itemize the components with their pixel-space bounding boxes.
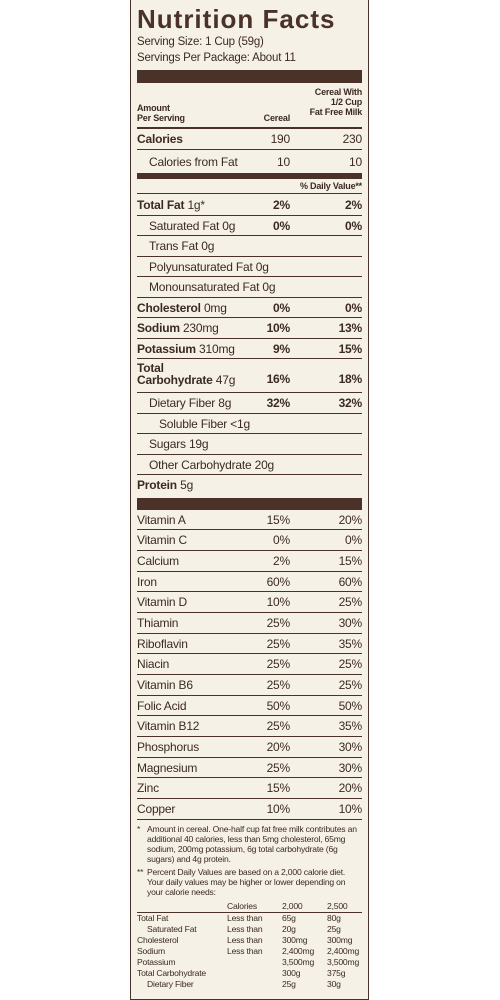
vitamin-milk-value: 30% — [338, 615, 362, 630]
vitamin-row — [137, 634, 362, 655]
vitamin-label: Thiamin — [137, 615, 179, 630]
vitamin-cereal-value: 2% — [273, 553, 290, 568]
vitamin-label: Iron — [137, 574, 157, 589]
daily-value-header: % Daily Value** — [137, 179, 362, 194]
vitamin-row — [137, 530, 362, 551]
vitamin-row — [137, 551, 362, 572]
dv-table-cell: 300mg — [327, 934, 353, 945]
vitamin-milk-value: 35% — [338, 636, 362, 651]
footnotes — [137, 824, 362, 990]
vitamin-row — [137, 758, 362, 779]
vitamin-milk-value: 20% — [338, 781, 362, 796]
vitamin-milk-value: 15% — [338, 553, 362, 568]
sodium-row: Sodium 230mg 10% 13% — [137, 318, 362, 339]
vitamin-cereal-value: 0% — [273, 533, 290, 548]
cholesterol-row: Cholesterol 0mg 0% 0% — [137, 298, 362, 319]
vitamin-cereal-value: 50% — [266, 698, 290, 713]
vitamin-row — [137, 510, 362, 531]
vitamin-label: Magnesium — [137, 760, 198, 775]
vitamin-cereal-value: 60% — [266, 574, 290, 589]
dv-table-cell: Saturated Fat — [147, 923, 197, 934]
dv-table-cell: Less than — [227, 945, 263, 956]
vitamin-cereal-value: 25% — [266, 678, 290, 692]
dv-table-cell: 3,500mg — [327, 956, 360, 967]
vitamin-label: Vitamin A — [137, 512, 186, 527]
dv-table-cell: Sodium — [137, 945, 165, 956]
dv-table-header: Calories 2,000 2,500 — [137, 901, 362, 913]
dv-table-cell: Less than — [227, 934, 263, 945]
vitamin-label: Phosphorus — [137, 740, 200, 755]
vitamin-row — [137, 737, 362, 758]
dv-table-cell: 65g — [282, 912, 296, 923]
vitamin-row — [137, 696, 362, 717]
dv-table-row — [137, 968, 362, 979]
vitamin-milk-value: 25% — [338, 678, 362, 692]
dv-table-cell: 80g — [327, 912, 341, 923]
saturated-fat-row: Saturated Fat 0g 0% 0% — [137, 216, 362, 237]
vitamin-milk-value: 20% — [338, 512, 362, 527]
sugars-row: Sugars 19g — [137, 434, 362, 455]
vitamin-milk-value: 60% — [338, 574, 362, 589]
servings-per-package: Servings Per Package: About 11 — [137, 52, 296, 64]
vitamin-row — [137, 572, 362, 593]
dv-table-cell: 20g — [282, 923, 296, 934]
vitamin-milk-value: 10% — [338, 802, 362, 817]
soluble-fiber-row: Soluble Fiber <1g — [137, 414, 362, 435]
dv-table-row — [137, 912, 362, 924]
vitamin-label: Niacin — [137, 657, 170, 672]
daily-value-table — [137, 901, 362, 990]
serving-size: Serving Size: 1 Cup (59g) — [137, 36, 264, 48]
dv-table-cell: 25g — [327, 923, 341, 934]
vitamin-label: Vitamin B12 — [137, 719, 200, 734]
dv-table-cell — [227, 957, 282, 968]
vitamin-milk-value: 25% — [338, 657, 362, 672]
vitamin-cereal-value: 25% — [266, 760, 290, 775]
dv-table-row — [137, 957, 362, 968]
vitamin-row — [137, 613, 362, 634]
footnote-daily-value: ** Percent Daily Values are based on a 2,000 calorie diet. Your daily values may be higher or lower depending on your calorie needs: — [137, 866, 346, 897]
dv-table-cell: Less than — [227, 912, 263, 923]
calories-from-fat-row: Calories from Fat 10 10 — [137, 150, 362, 174]
dv-table-cell: 25g — [282, 978, 296, 989]
vitamin-milk-value: 0% — [345, 533, 362, 548]
nutrition-facts-panel — [130, 0, 369, 1000]
vitamin-cereal-value: 10% — [266, 802, 290, 817]
dv-table-row — [137, 924, 362, 935]
vitamin-cereal-value: 25% — [266, 719, 290, 734]
vitamin-label: Riboflavin — [137, 636, 188, 651]
col-cereal-header: Cereal — [263, 113, 290, 123]
dv-table-cell: 300g — [282, 967, 301, 978]
vitamins-list — [137, 510, 362, 820]
dv-table-cell — [227, 979, 282, 990]
vitamin-milk-value: 30% — [338, 760, 362, 775]
monounsaturated-fat-row: Monounsaturated Fat 0g — [137, 277, 362, 298]
col-with-milk-header: Cereal With 1/2 Cup Fat Free Milk — [309, 87, 362, 117]
vitamin-label: Folic Acid — [137, 698, 187, 713]
vitamin-cereal-value: 25% — [266, 657, 290, 672]
dv-table-cell: Potassium — [137, 956, 176, 967]
dv-table-row — [137, 935, 362, 946]
protein-row: Protein 5g — [137, 478, 194, 492]
calories-row: Calories 190 230 — [137, 129, 362, 150]
dv-table-row — [137, 979, 362, 990]
vitamin-milk-value: 50% — [338, 698, 362, 713]
trans-fat-row: Trans Fat 0g — [137, 236, 362, 257]
dv-table-cell: Cholesterol — [137, 934, 179, 945]
vitamin-row — [137, 799, 362, 820]
vitamin-row — [137, 675, 362, 696]
vitamin-row — [137, 592, 362, 613]
vitamin-row — [137, 654, 362, 675]
dv-table-cell: 375g — [327, 967, 346, 978]
dv-table-cell: Less than — [227, 923, 263, 934]
vitamin-row — [137, 778, 362, 799]
dietary-fiber-row: Dietary Fiber 8g 32% 32% — [137, 393, 362, 414]
vitamin-cereal-value: 10% — [266, 595, 290, 610]
dv-table-cell: Dietary Fiber — [147, 978, 194, 989]
vitamin-milk-value: 25% — [338, 595, 362, 610]
vitamin-label: Vitamin D — [137, 595, 187, 610]
divider-thick — [137, 498, 362, 510]
vitamin-label: Zinc — [137, 781, 159, 796]
dv-table-cell: 2,400mg — [327, 945, 360, 956]
footnote-amount: * Amount in cereal. One-half cup fat free milk contributes an additional 40 calories, less than 5mg cholesterol, 65mg sodium, 200mg potassium, 6g total carbohydrate (6g sugars) and 4g protein. — [137, 823, 357, 864]
vitamin-label: Calcium — [137, 553, 179, 568]
dv-table-cell: Total Fat — [137, 912, 169, 923]
potassium-row: Potassium 310mg 9% 15% — [137, 339, 362, 360]
divider-thick — [137, 70, 362, 83]
vitamin-cereal-value: 25% — [266, 636, 290, 651]
polyunsaturated-fat-row: Polyunsaturated Fat 0g — [137, 257, 362, 278]
vitamin-cereal-value: 15% — [266, 512, 290, 527]
dv-table-cell — [227, 968, 282, 979]
vitamin-cereal-value: 20% — [266, 740, 290, 755]
amount-per-serving-label: Amount Per Serving — [137, 103, 185, 123]
dv-table-cell: 2,400mg — [282, 945, 315, 956]
other-carbohydrate-row: Other Carbohydrate 20g — [137, 455, 362, 476]
total-carbohydrate-row: Total Carbohydrate 47g 16% 18% — [137, 359, 362, 393]
vitamin-cereal-value: 25% — [266, 615, 290, 630]
dv-table-cell: 300mg — [282, 934, 308, 945]
column-header — [137, 83, 362, 127]
vitamin-row — [137, 716, 362, 737]
vitamin-milk-value: 30% — [338, 740, 362, 755]
vitamin-milk-value: 35% — [338, 719, 362, 734]
vitamin-cereal-value: 15% — [266, 781, 290, 796]
panel-title: Nutrition Facts — [137, 4, 336, 34]
vitamin-label: Copper — [137, 802, 176, 817]
dv-table-cell: 3,500mg — [282, 956, 315, 967]
vitamin-label: Vitamin B6 — [137, 678, 193, 692]
dv-table-row — [137, 946, 362, 957]
dv-table-cell: 30g — [327, 978, 341, 989]
vitamin-label: Vitamin C — [137, 533, 187, 548]
dv-table-cell: Total Carbohydrate — [137, 967, 207, 978]
total-fat-row: Total Fat 1g* 2% 2% — [137, 194, 362, 216]
